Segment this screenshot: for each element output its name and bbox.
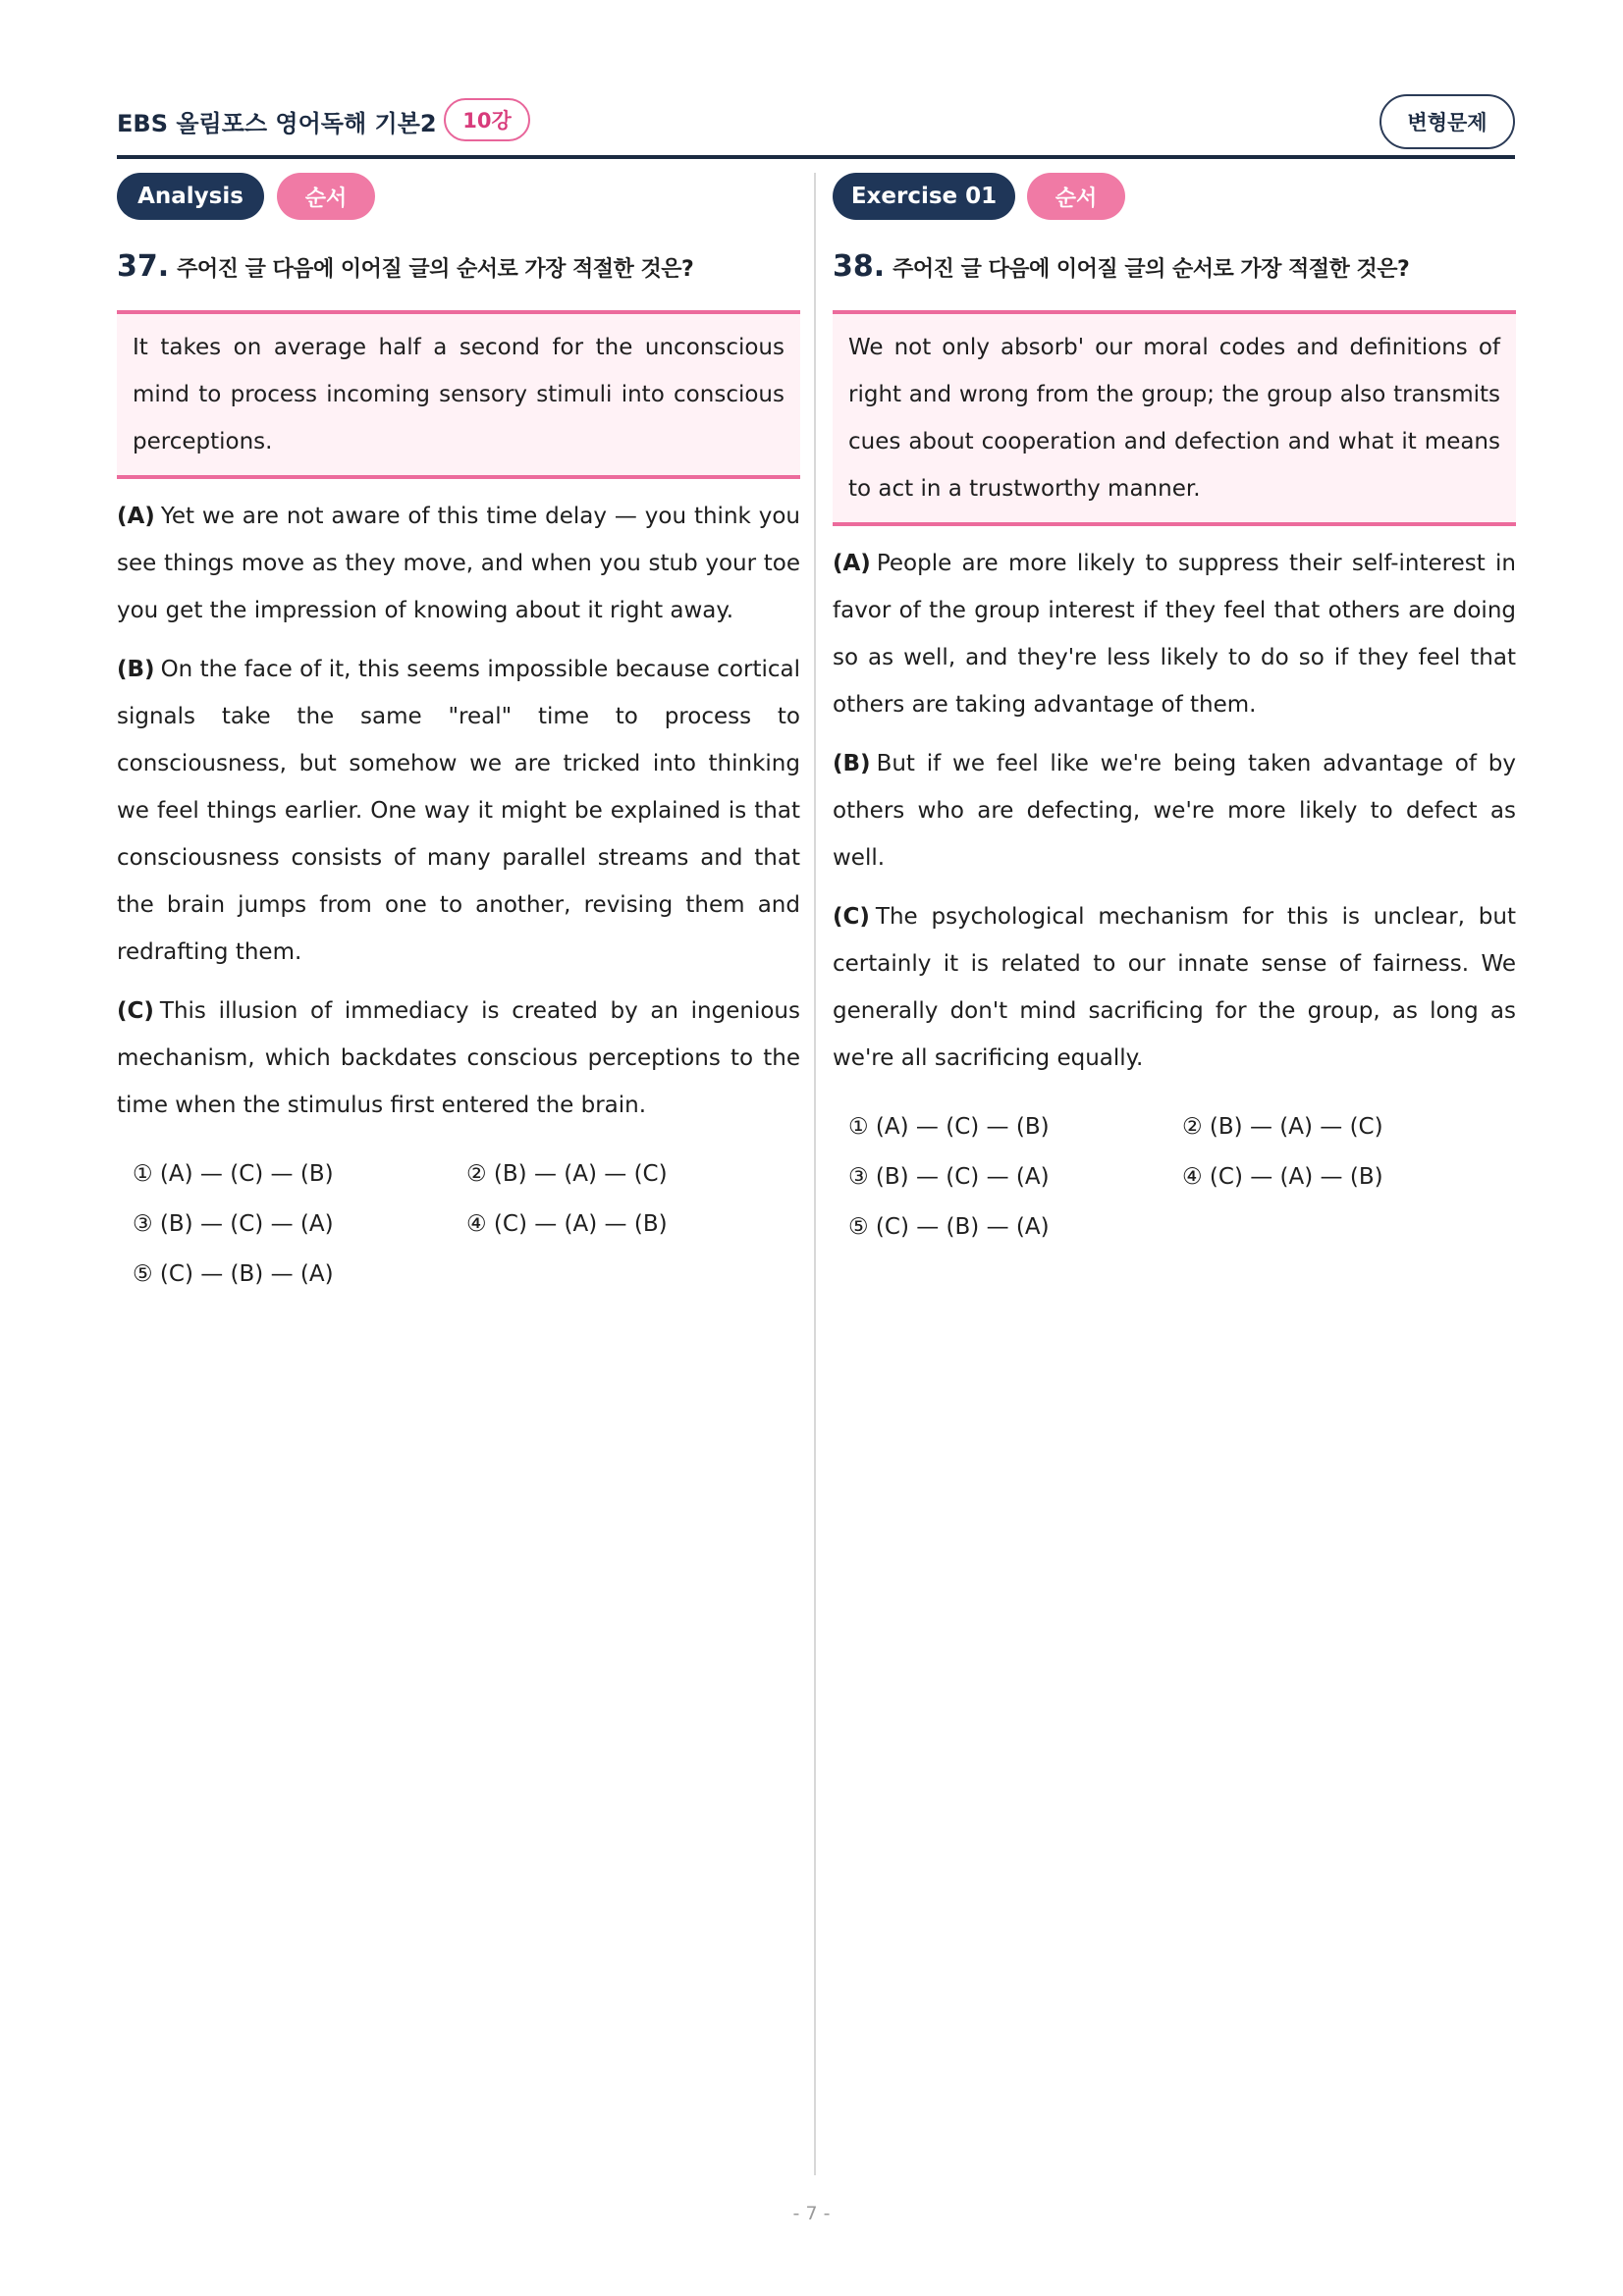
question-number: 38. xyxy=(833,249,886,284)
tag-order: 순서 xyxy=(1027,173,1125,220)
passage-paragraph xyxy=(833,540,1516,728)
passage-paragraph xyxy=(833,740,1516,881)
header-rule xyxy=(117,155,1515,159)
tag-order: 순서 xyxy=(277,173,375,220)
page-number: - 7 - xyxy=(792,2203,831,2224)
paragraph-label: (B) xyxy=(117,657,155,682)
passage-paragraph xyxy=(117,988,800,1129)
book-title: EBS 올림포스 영어독해 기본2 xyxy=(117,110,437,137)
paragraph-text: People are more likely to suppress their self-interest in favor of the group interest if they feel that others are doing so as well, and they're less likely to do so if they feel that others are taking advantage of them. xyxy=(833,551,1516,718)
paragraph-label: (A) xyxy=(833,551,871,576)
left-column xyxy=(117,173,800,1299)
choice-1[interactable]: ① (A) — (C) — (B) xyxy=(848,1113,1050,1140)
passage-paragraph xyxy=(117,493,800,634)
choice-4[interactable]: ④ (C) — (A) — (B) xyxy=(1182,1163,1383,1190)
paragraph-label: (C) xyxy=(117,998,154,1024)
choice-3[interactable]: ③ (B) — (C) — (A) xyxy=(848,1163,1050,1190)
choice-5[interactable]: ⑤ (C) — (B) — (A) xyxy=(848,1213,1050,1240)
lesson-badge: 10강 xyxy=(444,98,530,141)
answer-choices xyxy=(833,1101,1516,1252)
paragraph-text: On the face of it, this seems impossible because cortical signals take the same "real" time to process to consciousness, but somehow we are tricked into thinking we feel things earlier. One way it might be explained is that consciousness consists of many parallel streams and that the brain jumps from one to another, revising them and redrafting them. xyxy=(117,657,800,965)
passage-paragraph xyxy=(117,646,800,976)
question-number: 37. xyxy=(117,249,170,284)
paragraph-text: But if we feel like we're being taken advantage of by others who are defecting, we're more likely to defect as well. xyxy=(833,751,1516,871)
paragraph-label: (A) xyxy=(117,504,155,529)
variant-badge: 변형문제 xyxy=(1380,94,1515,149)
question-title xyxy=(117,249,800,289)
choice-5[interactable]: ⑤ (C) — (B) — (A) xyxy=(133,1260,334,1287)
paragraph-text: The psychological mechanism for this is unclear, but certainly it is related to our innate sense of fairness. We generally don't mind sacrificing for the group, as long as we're all sacrificing equally. xyxy=(833,904,1516,1071)
passage-paragraph xyxy=(833,893,1516,1082)
choice-4[interactable]: ④ (C) — (A) — (B) xyxy=(466,1210,668,1237)
tag-group xyxy=(117,173,800,220)
answer-choices xyxy=(117,1148,800,1299)
tag-group xyxy=(833,173,1516,220)
choice-1[interactable]: ① (A) — (C) — (B) xyxy=(133,1160,334,1187)
choice-2[interactable]: ② (B) — (A) — (C) xyxy=(1182,1113,1383,1140)
question-text: 주어진 글 다음에 이어질 글의 순서로 가장 적절한 것은? xyxy=(177,257,694,282)
right-column xyxy=(833,173,1516,1252)
choice-3[interactable]: ③ (B) — (C) — (A) xyxy=(133,1210,334,1237)
paragraph-label: (B) xyxy=(833,751,871,776)
tag-analysis: Analysis xyxy=(117,173,264,220)
page-header xyxy=(117,94,1515,157)
column-divider xyxy=(814,173,816,2175)
paragraph-text: Yet we are not aware of this time delay — you think you see things move as they move, and when you stub your toe you get the impression of knowing about it right away. xyxy=(117,504,800,623)
given-passage: It takes on average half a second for the unconscious mind to process incoming sensory stimuli into conscious perceptions. xyxy=(117,310,800,479)
tag-exercise: Exercise 01 xyxy=(833,173,1015,220)
given-passage: We not only absorb' our moral codes and definitions of right and wrong from the group; the group also transmits cues about cooperation and defection and what it means to act in a trustworthy manner. xyxy=(833,310,1516,526)
choice-2[interactable]: ② (B) — (A) — (C) xyxy=(466,1160,668,1187)
paragraph-label: (C) xyxy=(833,904,870,930)
question-title xyxy=(833,249,1516,289)
question-text: 주어진 글 다음에 이어질 글의 순서로 가장 적절한 것은? xyxy=(893,257,1410,282)
paragraph-text: This illusion of immediacy is created by an ingenious mechanism, which backdates conscious perceptions to the time when the stimulus first entered the brain. xyxy=(117,998,800,1118)
